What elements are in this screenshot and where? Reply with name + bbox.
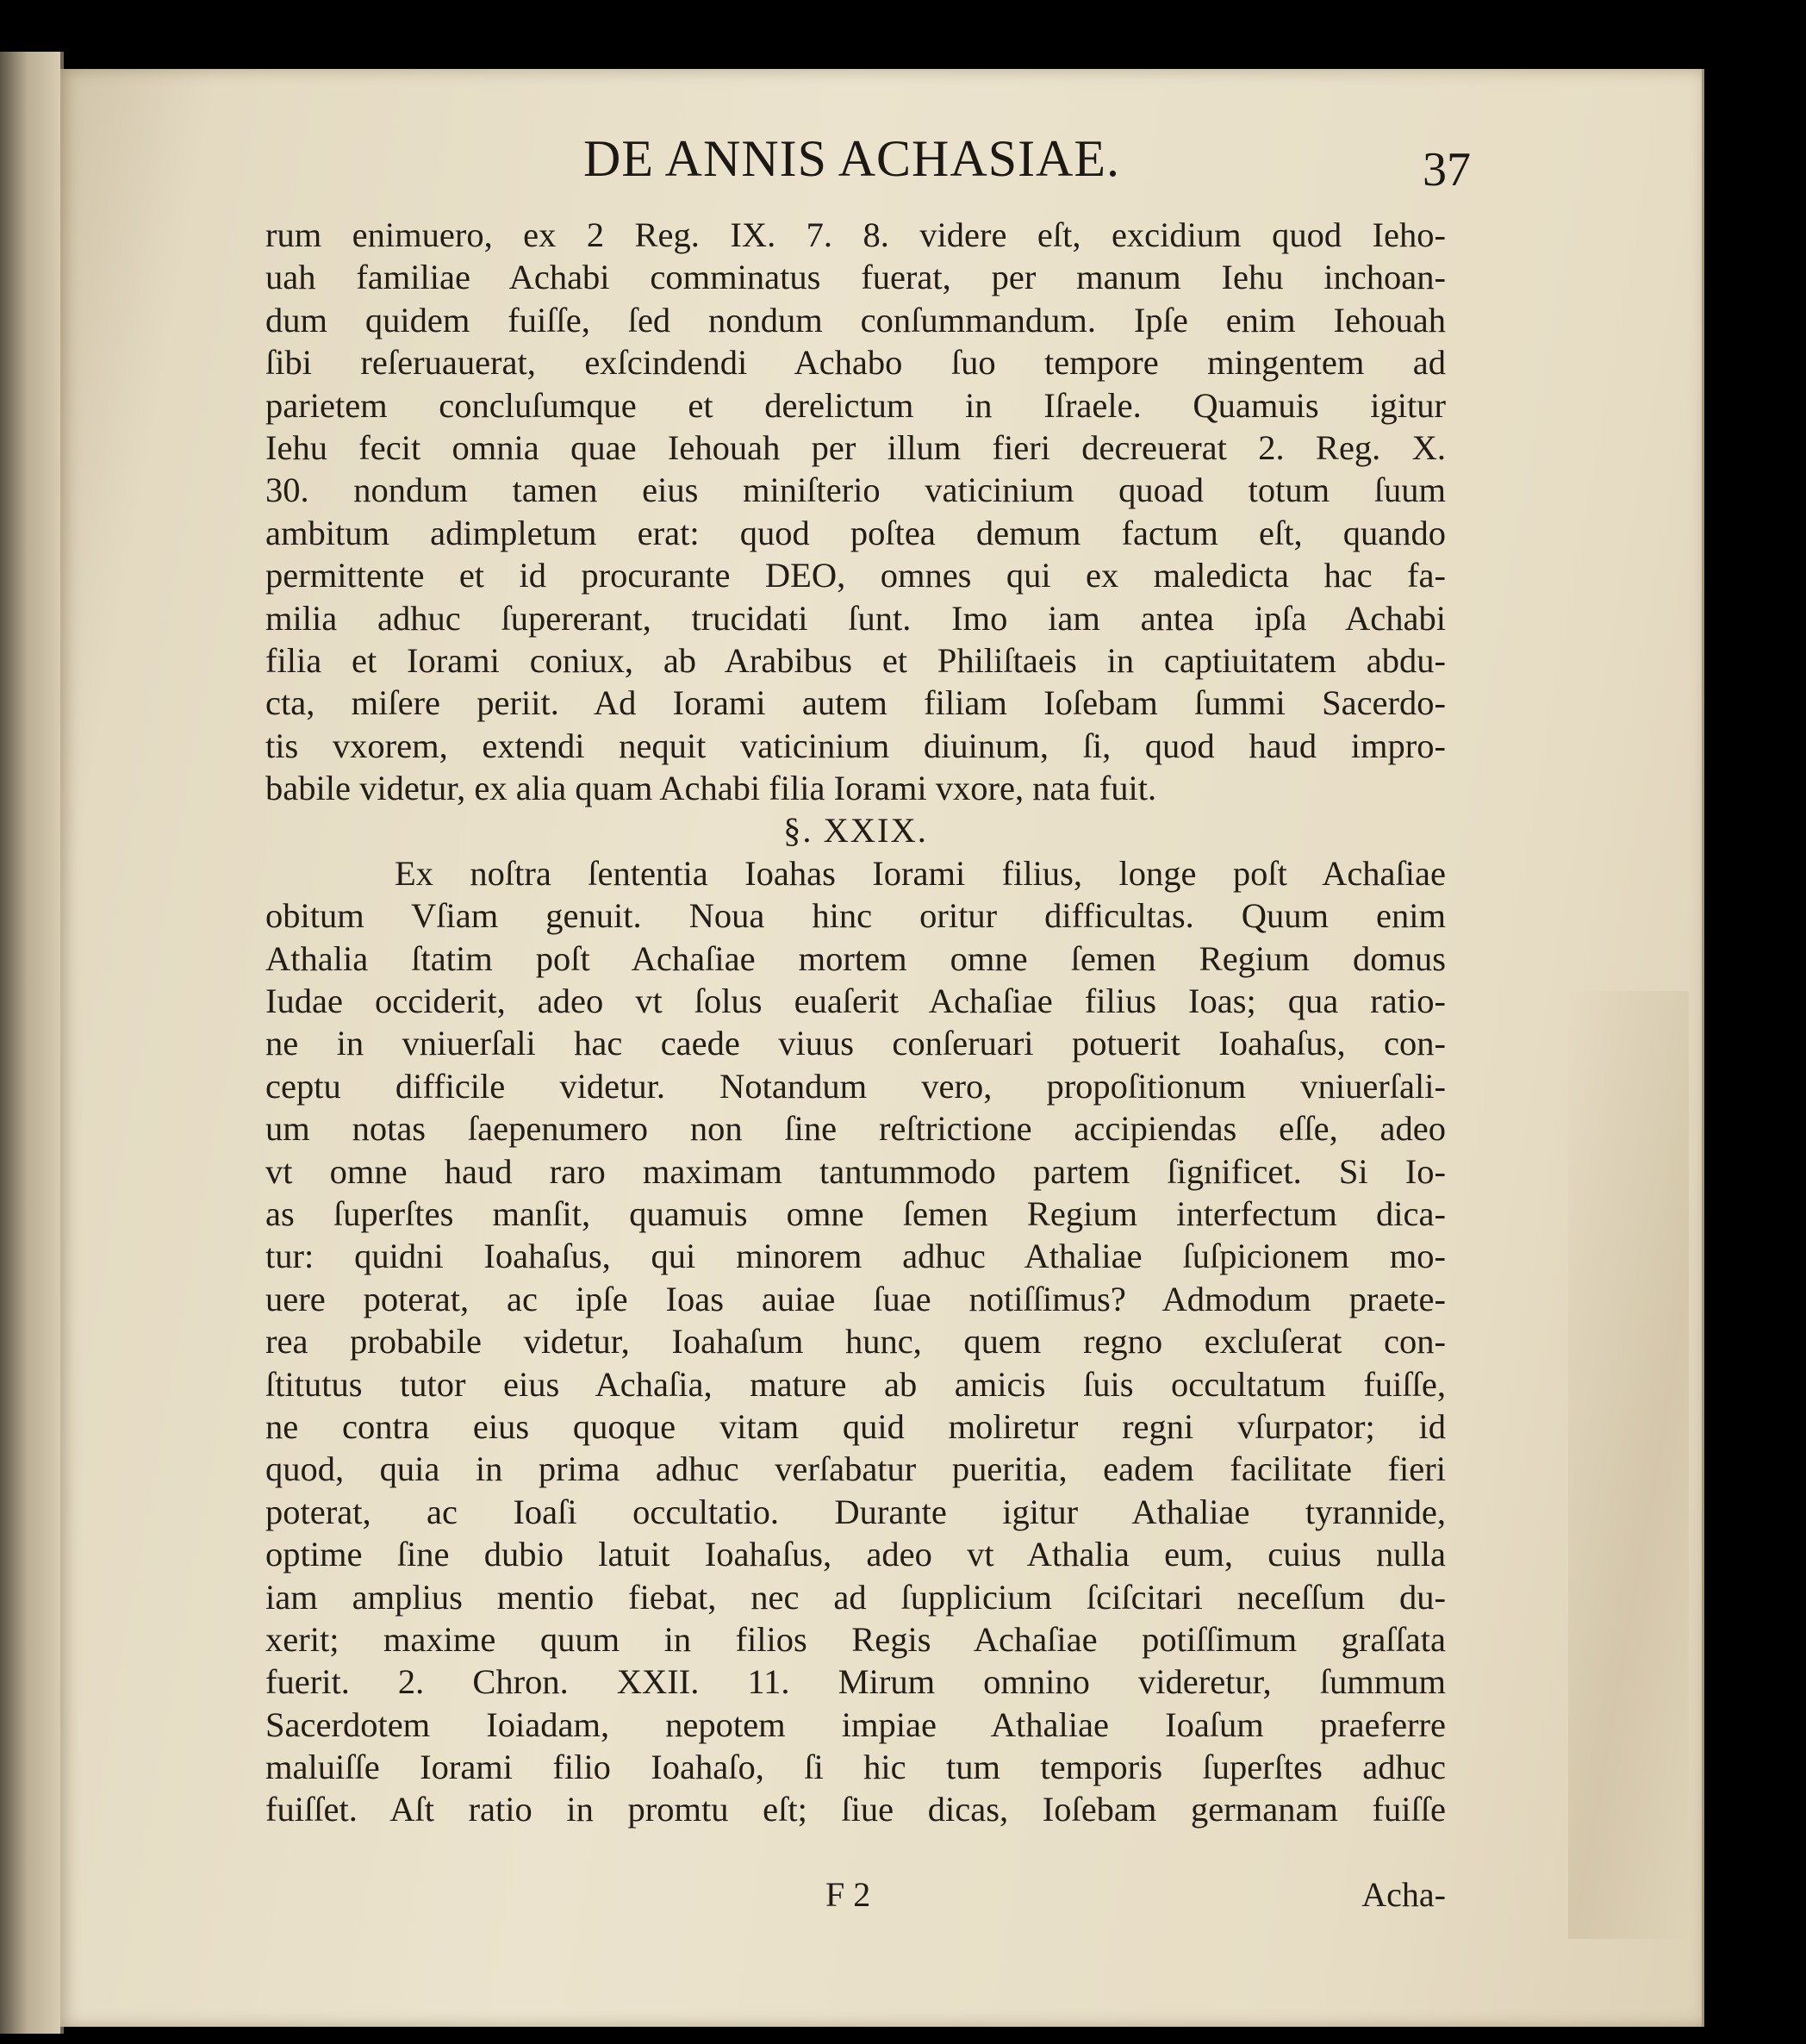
text-line: vt omne haud raro maximam tantummodo partem ſignificet. Si Io- (265, 1151, 1446, 1191)
text-line: ſtitutus tutor eius Achaſia, mature ab amicis ſuis occultatum fuiſſe, (265, 1364, 1446, 1404)
text-line: rum enimuero, ex 2 Reg. IX. 7. 8. videre eſt, excidium quod Ieho- (265, 215, 1446, 254)
text-line: Iehu fecit omnia quae Iehouah per illum fieri decreuerat 2. Reg. X. (265, 427, 1446, 467)
text-line: dum quidem fuiſſe, ſed nondum conſummandum. Ipſe enim Iehouah (265, 300, 1446, 340)
body-text (265, 214, 1446, 1831)
text-line: cta, miſere periit. Ad Iorami autem filiam Ioſebam ſummi Sacerdo- (265, 683, 1446, 723)
text-line: fuerit. 2. Chron. XXII. 11. Mirum omnino videretur, ſummum (265, 1662, 1446, 1702)
text-line: um notas ſaepenumero non ſine reſtrictione accipiendas eſſe, adeo (265, 1109, 1446, 1149)
text-line: 30. nondum tamen eius miniſterio vaticinium quoad totum ſuum (265, 470, 1446, 510)
text-line: iam amplius mentio fiebat, nec ad ſupplicium ſciſcitari neceſſum du- (265, 1577, 1446, 1617)
text-line: filia et Iorami coniux, ab Arabibus et Philiſtaeis in captiuitatem abdu- (265, 640, 1446, 680)
text-line: ſibi reſeruauerat, exſcindendi Achabo ſuo tempore mingentem ad (265, 343, 1446, 383)
catchword: Acha- (1361, 1875, 1446, 1914)
signature-mark: F 2 (825, 1875, 871, 1914)
text-line: ne contra eius quoque vitam quid moliretur regni vſurpator; id (265, 1406, 1446, 1446)
text-line: ambitum adimpletum erat: quod poſtea demum factum eſt, quando (265, 513, 1446, 552)
text-line: parietem concluſumque et derelictum in Iſraele. Quamuis igitur (265, 385, 1446, 425)
text-line: fuiſſet. Aſt ratio in promtu eſt; ſiue dicas, Ioſebam germanam fuiſſe (265, 1790, 1446, 1829)
text-line: milia adhuc ſupererant, trucidati ſunt. Imo iam antea ipſa Achabi (265, 598, 1446, 638)
section-heading: §. XXIX. (783, 811, 928, 851)
text-line: poterat, ac Ioaſi occultatio. Durante igitur Athaliae tyrannide, (265, 1492, 1446, 1531)
page-number: 37 (1423, 143, 1471, 196)
text-line: tur: quidni Ioahaſus, qui minorem adhuc Athaliae ſuſpicionem mo- (265, 1237, 1446, 1276)
text-line: tis vxorem, extendi nequit vaticinium diuinum, ſi, quod haud impro- (265, 726, 1446, 765)
text-line: Sacerdotem Ioiadam, nepotem impiae Athaliae Ioaſum praeferre (265, 1704, 1446, 1744)
text-line: xerit; maxime quum in filios Regis Achaſiae potiſſimum graſſata (265, 1619, 1446, 1659)
text-line: quod, quia in prima adhuc verſabatur pueritia, eadem facilitate fieri (265, 1449, 1446, 1489)
text-line: maluiſſe Iorami filio Ioahaſo, ſi hic tum temporis ſuperſtes adhuc (265, 1748, 1446, 1787)
paragraph-continuation (265, 214, 1446, 809)
text-line: obitum Vſiam genuit. Noua hinc oritur difficultas. Quum enim (265, 896, 1446, 936)
text-line: uah familiae Achabi comminatus fuerat, per manum Iehu inchoan- (265, 258, 1446, 297)
text-line: permittente et id procurante DEO, omnes qui ex maledicta hac fa- (265, 556, 1446, 595)
text-line: optime ſine dubio latuit Ioahaſus, adeo vt Athalia eum, cuius nulla (265, 1535, 1446, 1574)
book-spine (0, 52, 64, 2034)
page-footer (265, 1874, 1446, 1917)
text-line: rea probabile videtur, Ioahaſum hunc, quem regno excluſerat con- (265, 1322, 1446, 1362)
running-title: DE ANNIS ACHASIAE. (583, 130, 1121, 187)
text-line: as ſuperſtes manſit, quamuis omne ſemen Regium interfectum dica- (265, 1193, 1446, 1233)
paragraph-section-29 (265, 852, 1446, 1831)
text-line: ceptu difficile videtur. Notandum vero, propoſitionum vniuerſali- (265, 1066, 1446, 1106)
text-line: Athalia ſtatim poſt Achaſiae mortem omne ſemen Regium domus (265, 938, 1446, 978)
text-line: Ex noſtra ſententia Ioahas Iorami filius, longe poſt Achaſiae (395, 853, 1446, 893)
text-line: babile videtur, ex alia quam Achabi filia Iorami vxore, nata fuit. (265, 769, 1157, 808)
text-line: Iudae occiderit, adeo vt ſolus euaſerit Achaſiae filius Ioas; qua ratio- (265, 981, 1446, 1021)
text-line: ne in vniuerſali hac caede viuus conſeruari potuerit Ioahaſus, con- (265, 1024, 1446, 1063)
paper-fold-shadow (1568, 991, 1689, 1939)
text-line: uere poterat, ac ipſe Ioas auiae ſuae notiſſimus? Admodum praete- (265, 1279, 1446, 1318)
